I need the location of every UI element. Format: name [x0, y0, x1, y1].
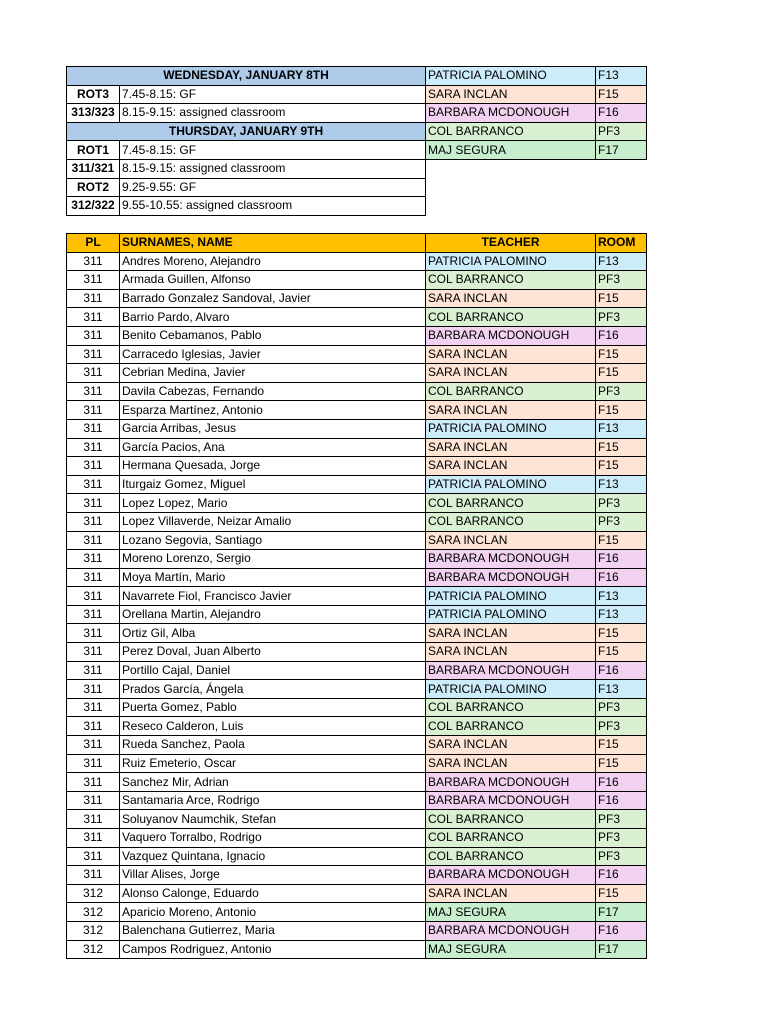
student-pl: 311	[67, 773, 120, 792]
student-room: F17	[596, 903, 647, 922]
student-name: Moreno Lorenzo, Sergio	[120, 550, 426, 569]
table-row	[67, 921, 647, 940]
student-room: F16	[596, 550, 647, 569]
student-pl: 311	[67, 847, 120, 866]
student-name: Prados García, Ángela	[120, 680, 426, 699]
table-row	[67, 438, 647, 457]
student-pl: 311	[67, 736, 120, 755]
table-row	[67, 475, 647, 494]
schedule-row	[67, 67, 647, 86]
student-pl: 311	[67, 791, 120, 810]
student-teacher: COL BARRANCO	[426, 698, 596, 717]
student-pl: 311	[67, 531, 120, 550]
key-teacher: BARBARA MCDONOUGH	[426, 104, 596, 123]
student-room: PF3	[596, 494, 647, 513]
student-name: Villar Alises, Jorge	[120, 866, 426, 885]
schedule-table	[66, 66, 647, 216]
student-room: F15	[596, 754, 647, 773]
student-room: F16	[596, 661, 647, 680]
table-row	[67, 605, 647, 624]
student-room: F16	[596, 326, 647, 345]
student-teacher: COL BARRANCO	[426, 382, 596, 401]
student-name: Barrio Pardo, Alvaro	[120, 308, 426, 327]
student-teacher: SARA INCLAN	[426, 531, 596, 550]
table-row	[67, 326, 647, 345]
student-name: Puerta Gomez, Pablo	[120, 698, 426, 717]
key-teacher: PATRICIA PALOMINO	[426, 67, 596, 86]
table-row	[67, 903, 647, 922]
rot1-line1: 7.45-8.15: GF	[120, 141, 426, 160]
student-pl: 311	[67, 587, 120, 606]
rot1-line2: 8.15-9.15: assigned classroom	[120, 159, 426, 178]
student-pl: 311	[67, 382, 120, 401]
student-pl: 311	[67, 698, 120, 717]
table-row	[67, 289, 647, 308]
student-teacher: PATRICIA PALOMINO	[426, 680, 596, 699]
table-row	[67, 773, 647, 792]
student-name: Hermana Quesada, Jorge	[120, 457, 426, 476]
student-room: F17	[596, 940, 647, 959]
student-name: García Pacios, Ana	[120, 438, 426, 457]
student-room: F15	[596, 624, 647, 643]
student-room: F15	[596, 531, 647, 550]
header-name: SURNAMES, NAME	[120, 234, 426, 253]
student-room: PF3	[596, 829, 647, 848]
student-teacher: COL BARRANCO	[426, 308, 596, 327]
student-room: F16	[596, 773, 647, 792]
table-row	[67, 736, 647, 755]
student-room: F13	[596, 475, 647, 494]
table-row	[67, 401, 647, 420]
student-room: F13	[596, 419, 647, 438]
wednesday-title: WEDNESDAY, JANUARY 8TH	[67, 67, 426, 86]
student-room: F15	[596, 438, 647, 457]
schedule-row	[67, 104, 647, 123]
student-teacher: COL BARRANCO	[426, 271, 596, 290]
roster-header-row	[67, 234, 647, 253]
student-pl: 311	[67, 512, 120, 531]
student-name: Lopez Villaverde, Neizar Amalio	[120, 512, 426, 531]
student-pl: 311	[67, 550, 120, 569]
student-room: F15	[596, 643, 647, 662]
student-room: F16	[596, 866, 647, 885]
student-name: Iturgaiz Gomez, Miguel	[120, 475, 426, 494]
schedule-row	[67, 85, 647, 104]
student-name: Santamaria Arce, Rodrigo	[120, 791, 426, 810]
student-teacher: COL BARRANCO	[426, 717, 596, 736]
rot1-label: ROT1	[67, 141, 120, 160]
table-row	[67, 866, 647, 885]
table-row	[67, 364, 647, 383]
table-row	[67, 829, 647, 848]
student-room: F15	[596, 884, 647, 903]
header-pl: PL	[67, 234, 120, 253]
key-room: PF3	[596, 122, 647, 141]
student-name: Esparza Martínez, Antonio	[120, 401, 426, 420]
student-teacher: SARA INCLAN	[426, 643, 596, 662]
student-name: Ortiz Gil, Alba	[120, 624, 426, 643]
student-pl: 311	[67, 401, 120, 420]
student-pl: 311	[67, 419, 120, 438]
key-room: F17	[596, 141, 647, 160]
student-teacher: COL BARRANCO	[426, 829, 596, 848]
header-teacher: TEACHER	[426, 234, 596, 253]
student-name: Lozano Segovia, Santiago	[120, 531, 426, 550]
student-pl: 311	[67, 568, 120, 587]
student-name: Benito Cebamanos, Pablo	[120, 326, 426, 345]
student-teacher: SARA INCLAN	[426, 401, 596, 420]
table-row	[67, 624, 647, 643]
student-pl: 311	[67, 754, 120, 773]
header-room: ROOM	[596, 234, 647, 253]
student-teacher: BARBARA MCDONOUGH	[426, 550, 596, 569]
student-name: Andres Moreno, Alejandro	[120, 252, 426, 271]
student-teacher: SARA INCLAN	[426, 754, 596, 773]
key-room: F16	[596, 104, 647, 123]
student-room: F15	[596, 364, 647, 383]
student-teacher: PATRICIA PALOMINO	[426, 587, 596, 606]
schedule-row	[67, 122, 647, 141]
table-row	[67, 680, 647, 699]
student-name: Vazquez Quintana, Ignacio	[120, 847, 426, 866]
student-teacher: BARBARA MCDONOUGH	[426, 866, 596, 885]
student-name: Barrado Gonzalez Sandoval, Javier	[120, 289, 426, 308]
student-room: F15	[596, 401, 647, 420]
rot3-line2: 8.15-9.15: assigned classroom	[120, 104, 426, 123]
student-pl: 311	[67, 624, 120, 643]
roster-body	[67, 252, 647, 959]
student-room: PF3	[596, 698, 647, 717]
student-pl: 311	[67, 680, 120, 699]
blank-cell	[426, 197, 647, 216]
student-pl: 311	[67, 326, 120, 345]
blank-cell	[426, 178, 647, 197]
student-room: PF3	[596, 810, 647, 829]
rot3-label: ROT3	[67, 85, 120, 104]
blank-cell	[426, 159, 647, 178]
student-pl: 311	[67, 289, 120, 308]
table-row	[67, 568, 647, 587]
schedule-row	[67, 141, 647, 160]
student-teacher: BARBARA MCDONOUGH	[426, 661, 596, 680]
key-room: F13	[596, 67, 647, 86]
student-name: Lopez Lopez, Mario	[120, 494, 426, 513]
student-room: F16	[596, 791, 647, 810]
student-pl: 311	[67, 475, 120, 494]
table-row	[67, 754, 647, 773]
student-teacher: SARA INCLAN	[426, 624, 596, 643]
student-teacher: BARBARA MCDONOUGH	[426, 921, 596, 940]
student-name: Aparicio Moreno, Antonio	[120, 903, 426, 922]
student-room: F13	[596, 605, 647, 624]
student-teacher: BARBARA MCDONOUGH	[426, 568, 596, 587]
student-pl: 311	[67, 308, 120, 327]
student-teacher: COL BARRANCO	[426, 512, 596, 531]
student-room: F15	[596, 345, 647, 364]
student-teacher: SARA INCLAN	[426, 345, 596, 364]
student-teacher: PATRICIA PALOMINO	[426, 252, 596, 271]
table-row	[67, 847, 647, 866]
student-teacher: COL BARRANCO	[426, 810, 596, 829]
student-name: Portillo Cajal, Daniel	[120, 661, 426, 680]
student-name: Soluyanov Naumchik, Stefan	[120, 810, 426, 829]
table-row	[67, 308, 647, 327]
table-row	[67, 531, 647, 550]
student-pl: 311	[67, 605, 120, 624]
table-row	[67, 791, 647, 810]
student-room: PF3	[596, 382, 647, 401]
student-pl: 311	[67, 661, 120, 680]
student-name: Davila Cabezas, Fernando	[120, 382, 426, 401]
table-row	[67, 717, 647, 736]
student-name: Armada Guillen, Alfonso	[120, 271, 426, 290]
student-room: PF3	[596, 717, 647, 736]
student-name: Rueda Sanchez, Paola	[120, 736, 426, 755]
student-teacher: BARBARA MCDONOUGH	[426, 791, 596, 810]
rot2-groups: 312/322	[67, 197, 120, 216]
student-room: PF3	[596, 308, 647, 327]
student-room: PF3	[596, 271, 647, 290]
rot2-line2: 9.55-10.55: assigned classroom	[120, 197, 426, 216]
student-name: Cebrian Medina, Javier	[120, 364, 426, 383]
student-room: PF3	[596, 512, 647, 531]
student-pl: 311	[67, 457, 120, 476]
student-teacher: BARBARA MCDONOUGH	[426, 773, 596, 792]
student-room: F13	[596, 680, 647, 699]
student-name: Carracedo Iglesias, Javier	[120, 345, 426, 364]
student-teacher: PATRICIA PALOMINO	[426, 475, 596, 494]
student-teacher: MAJ SEGURA	[426, 903, 596, 922]
schedule-row	[67, 159, 647, 178]
student-pl: 312	[67, 940, 120, 959]
key-teacher: SARA INCLAN	[426, 85, 596, 104]
student-name: Alonso Calonge, Eduardo	[120, 884, 426, 903]
student-pl: 311	[67, 271, 120, 290]
rot2-label: ROT2	[67, 178, 120, 197]
student-name: Moya Martín, Mario	[120, 568, 426, 587]
table-row	[67, 550, 647, 569]
table-row	[67, 661, 647, 680]
table-row	[67, 457, 647, 476]
student-name: Orellana Martin, Alejandro	[120, 605, 426, 624]
student-name: Sanchez Mir, Adrian	[120, 773, 426, 792]
student-name: Reseco Calderon, Luis	[120, 717, 426, 736]
schedule-row	[67, 178, 647, 197]
key-room: F15	[596, 85, 647, 104]
student-teacher: BARBARA MCDONOUGH	[426, 326, 596, 345]
roster-table	[66, 233, 647, 959]
rot2-line1: 9.25-9.55: GF	[120, 178, 426, 197]
student-room: F16	[596, 921, 647, 940]
student-teacher: PATRICIA PALOMINO	[426, 605, 596, 624]
key-teacher: MAJ SEGURA	[426, 141, 596, 160]
rot1-groups: 311/321	[67, 159, 120, 178]
schedule-row	[67, 197, 647, 216]
student-pl: 311	[67, 810, 120, 829]
student-room: F15	[596, 289, 647, 308]
student-room: F15	[596, 457, 647, 476]
student-pl: 311	[67, 829, 120, 848]
student-teacher: COL BARRANCO	[426, 847, 596, 866]
student-name: Garcia Arribas, Jesus	[120, 419, 426, 438]
student-name: Perez Doval, Juan Alberto	[120, 643, 426, 662]
student-room: F15	[596, 736, 647, 755]
table-row	[67, 587, 647, 606]
student-teacher: SARA INCLAN	[426, 457, 596, 476]
student-room: PF3	[596, 847, 647, 866]
student-name: Balenchana Gutierrez, Maria	[120, 921, 426, 940]
student-name: Ruiz Emeterio, Oscar	[120, 754, 426, 773]
table-row	[67, 494, 647, 513]
student-pl: 311	[67, 252, 120, 271]
student-teacher: SARA INCLAN	[426, 364, 596, 383]
student-teacher: SARA INCLAN	[426, 884, 596, 903]
student-pl: 311	[67, 643, 120, 662]
table-row	[67, 345, 647, 364]
student-room: F13	[596, 587, 647, 606]
table-row	[67, 419, 647, 438]
student-room: F13	[596, 252, 647, 271]
student-pl: 312	[67, 884, 120, 903]
student-name: Campos Rodriguez, Antonio	[120, 940, 426, 959]
student-teacher: SARA INCLAN	[426, 289, 596, 308]
table-row	[67, 252, 647, 271]
student-pl: 311	[67, 364, 120, 383]
table-row	[67, 512, 647, 531]
student-pl: 311	[67, 866, 120, 885]
student-teacher: SARA INCLAN	[426, 438, 596, 457]
table-row	[67, 271, 647, 290]
student-name: Vaquero Torralbo, Rodrigo	[120, 829, 426, 848]
student-pl: 311	[67, 717, 120, 736]
key-teacher: COL BARRANCO	[426, 122, 596, 141]
rot3-line1: 7.45-8.15: GF	[120, 85, 426, 104]
student-pl: 311	[67, 494, 120, 513]
student-teacher: PATRICIA PALOMINO	[426, 419, 596, 438]
student-pl: 312	[67, 921, 120, 940]
student-teacher: COL BARRANCO	[426, 494, 596, 513]
table-row	[67, 810, 647, 829]
thursday-title: THURSDAY, JANUARY 9TH	[67, 122, 426, 141]
student-pl: 311	[67, 345, 120, 364]
student-name: Navarrete Fiol, Francisco Javier	[120, 587, 426, 606]
rot3-groups: 313/323	[67, 104, 120, 123]
table-row	[67, 382, 647, 401]
student-pl: 311	[67, 438, 120, 457]
table-row	[67, 884, 647, 903]
student-room: F16	[596, 568, 647, 587]
table-row	[67, 698, 647, 717]
table-row	[67, 940, 647, 959]
student-pl: 312	[67, 903, 120, 922]
student-teacher: MAJ SEGURA	[426, 940, 596, 959]
student-teacher: SARA INCLAN	[426, 736, 596, 755]
table-row	[67, 643, 647, 662]
